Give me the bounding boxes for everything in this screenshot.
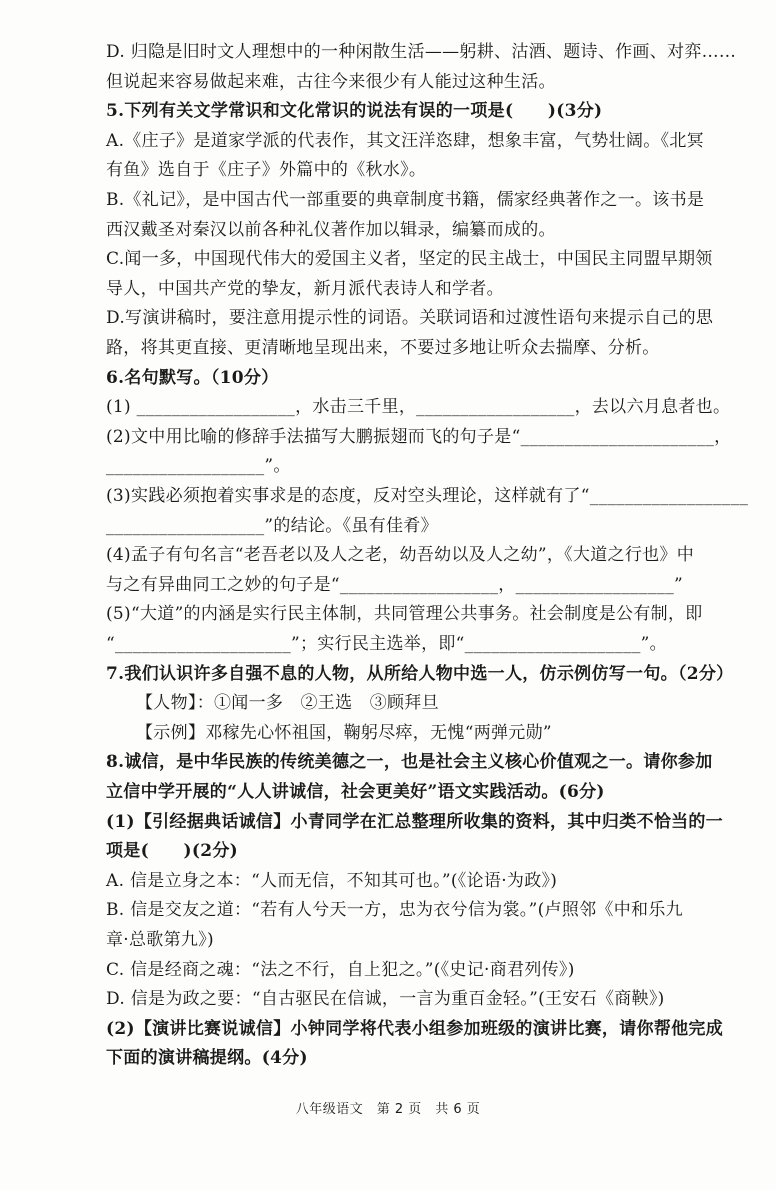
page-footer: 八年级语文 第 2 页 共 6 页 xyxy=(295,1102,481,1117)
text-line-q6-5-2: “____________________”；实行民主选举，即“____________________”。 xyxy=(106,634,667,654)
text-line-q7-stem: 7.我们认识许多自强不息的人物，从所给人物中选一人，仿示例仿写一句。（2分） xyxy=(106,664,734,684)
text-line-q5-d-2: 路，将其更直接、更清晰地呈现出来，不要过多地让听众去揣摩、分析。 xyxy=(106,338,660,358)
text-line-q4-d-2: 但说起来容易做起来难，古往今来很少有人能过这种生活。 xyxy=(106,72,556,92)
text-line-q8-1-1: (1)【引经据典话诚信】小青同学在汇总整理所收集的资料，其中归类不恰当的一 xyxy=(106,812,724,832)
text-line-q6-2-1: (2)文中用比喻的修辞手法描写大鹏振翅而飞的句子是“______________________， xyxy=(106,427,732,447)
text-line-q5-stem: 5.下列有关文学常识和文化常识的说法有误的一项是( )(3分) xyxy=(106,101,603,121)
text-line-q6-2-2: __________________”。 xyxy=(106,456,291,476)
text-line-q8-a: A. 信是立身之本：“人而无信，不知其可也。”(《论语·为政》) xyxy=(106,871,558,891)
text-line-q5-d-1: D.写演讲稿时，要注意用提示性的词语。关联词语和过渡性语句来提示自己的思 xyxy=(106,308,714,328)
text-line-q7-people: 【人物】：①闻一多 ②王选 ③顾拜旦 xyxy=(136,693,439,713)
text-line-q8-b-2: 章·总歌第九》) xyxy=(106,930,214,950)
text-line-q5-c-1: C.闻一多，中国现代伟大的爱国主义者，坚定的民主战士，中国民主同盟早期领 xyxy=(106,249,713,269)
text-line-q8-stem-1: 8.诚信，是中华民族的传统美德之一，也是社会主义核心价值观之一。请你参加 xyxy=(106,752,713,772)
text-line-q8-c: C. 信是经商之魂：“法之不行，自上犯之。”(《史记·商君列传》) xyxy=(106,960,575,980)
text-line-q7-example: 【示例】邓稼先心怀祖国，鞠躬尽瘁，无愧“两弹元勋” xyxy=(136,723,552,743)
text-line-q8-2-1: (2)【演讲比赛说诚信】小钟同学将代表小组参加班级的演讲比赛，请你帮他完成 xyxy=(106,1019,724,1039)
text-line-q8-1-2: 项是( )(2分) xyxy=(106,841,239,861)
text-line-q6-4-2: 与之有异曲同工之妙的句子是“__________________，__________________” xyxy=(106,575,683,595)
text-line-q6-5-1: (5)“大道”的内涵是实行民主体制，共同管理公共事务。社会制度是公有制，即 xyxy=(106,604,703,624)
text-line-q5-a-2: 有鱼》选自于《庄子》外篇中的《秋水》。 xyxy=(106,160,427,180)
text-line-q8-b-1: B. 信是交友之道：“若有人兮天一方，忠为衣兮信为裳。”(卢照邻《中和乐九 xyxy=(106,900,683,920)
text-line-q8-stem-2: 立信中学开展的“人人讲诚信，社会更美好”语文实践活动。(6分) xyxy=(106,782,605,802)
text-line-q4-d-1: D. 归隐是旧时文人理想中的一种闲散生活——躬耕、沽酒、题诗、作画、对弈…… xyxy=(106,42,737,62)
text-line-q8-2-2: 下面的演讲稿提纲。(4分) xyxy=(106,1048,308,1068)
text-line-q5-c-2: 导人，中国共产党的挚友，新月派代表诗人和学者。 xyxy=(106,279,504,299)
text-line-q8-d: D. 信是为政之要：“自古驱民在信诚，一言为重百金轻。”(王安石《商鞅》) xyxy=(106,989,665,1009)
text-line-q6-3-2: __________________”的结论。《虽有佳肴》 xyxy=(106,516,438,536)
text-line-q6-4-1: (4)孟子有句名言“老吾老以及人之老，幼吾幼以及人之幼”，《大道之行也》中 xyxy=(106,545,695,565)
text-line-q6-1: (1) __________________，水击三千里，__________________，去以六月息者也。 xyxy=(106,397,731,417)
text-line-q5-b-2: 西汉戴圣对秦汉以前各种礼仪著作加以辑录，编纂而成的。 xyxy=(106,220,556,240)
text-line-q5-b-1: B.《礼记》，是中国古代一部重要的典章制度书籍，儒家经典著作之一。该书是 xyxy=(106,190,705,210)
text-line-q6-stem: 6.名句默写。（10分） xyxy=(106,368,279,388)
text-line-q5-a-1: A.《庄子》是道家学派的代表作，其文汪洋恣肆，想象丰富，气势壮阔。《北冥 xyxy=(106,131,704,151)
text-line-q6-3-1: (3)实践必须抱着实事求是的态度，反对空头理论，这样就有了“__________________ xyxy=(106,486,749,506)
